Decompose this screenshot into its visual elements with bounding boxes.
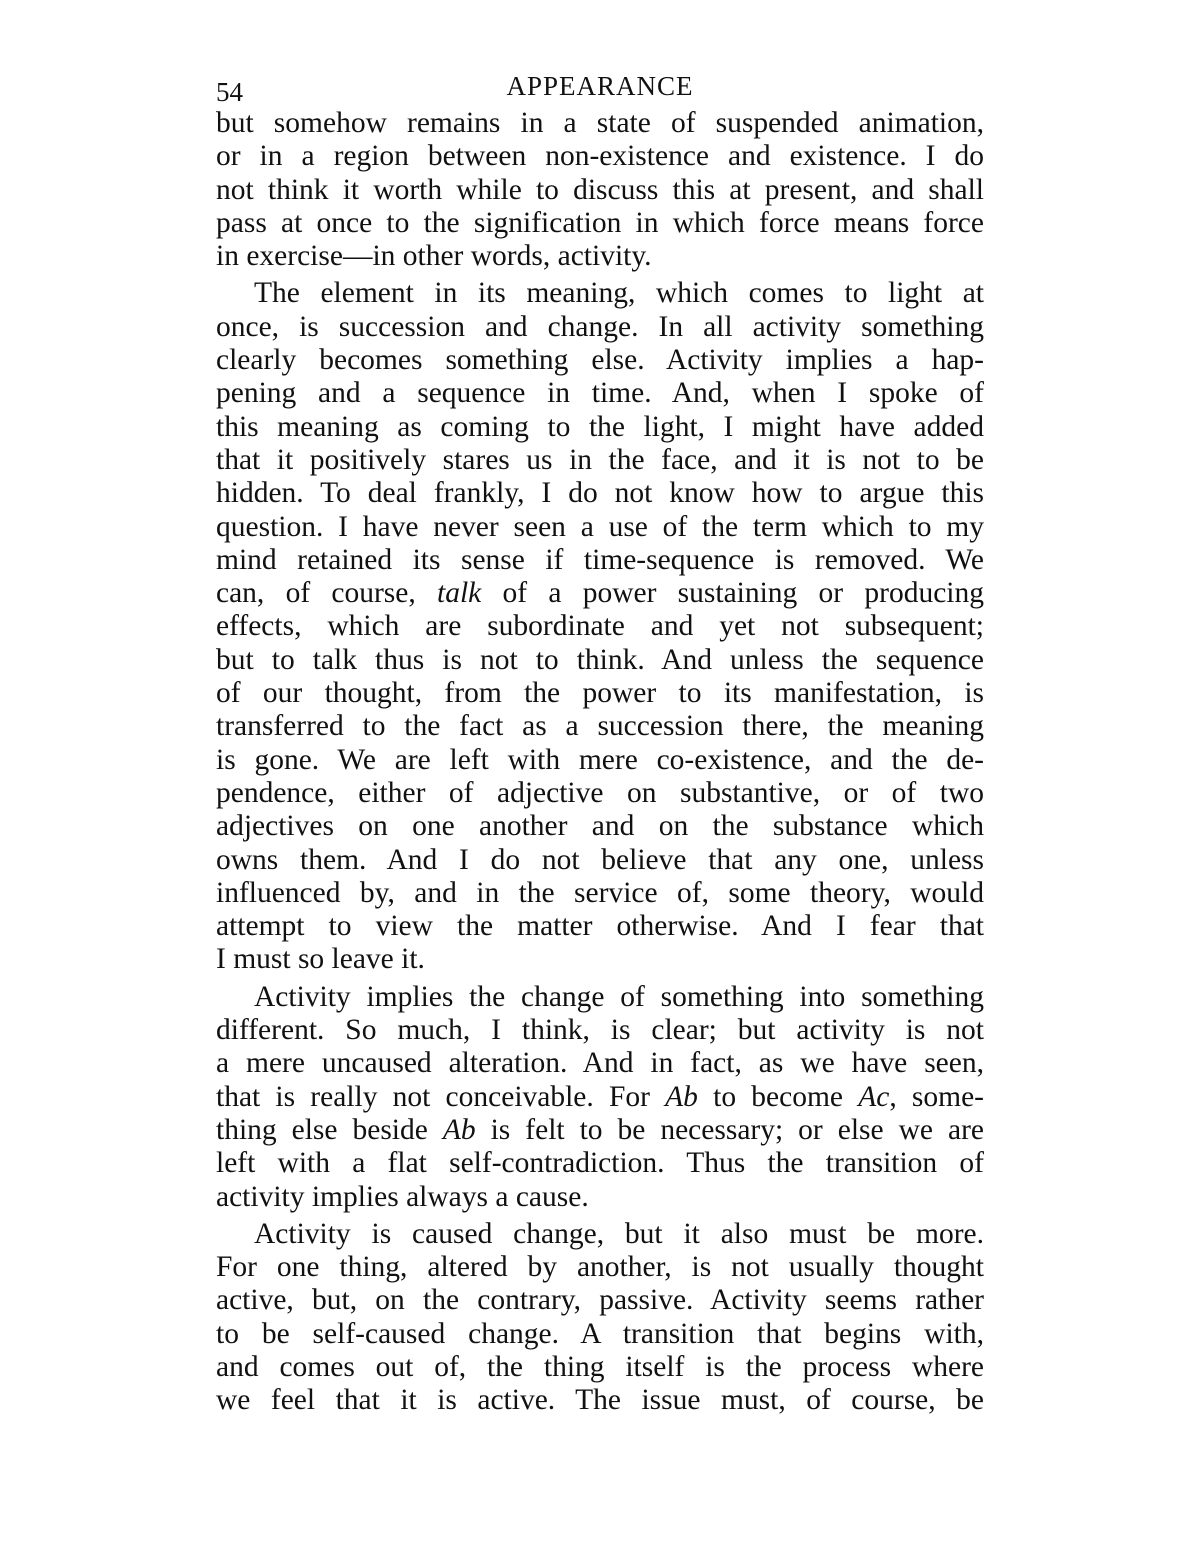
body-text [216, 107, 984, 1418]
text-line: is gone. We are left with mere co-existence, and the de- [216, 743, 984, 776]
text-line: not think it worth while to discuss this at present, and shall [216, 173, 984, 206]
text-line: hidden. To deal frankly, I do not know how to argue this [216, 477, 984, 510]
text-line: different. So much, I think, is clear; but activity is not [216, 1014, 984, 1047]
italic-word: Ac [858, 1080, 890, 1113]
text-line: or in a region between non-existence and existence. I do [216, 140, 984, 173]
text-line: owns them. And I do not believe that any one, unless [216, 843, 984, 876]
text-line: a mere uncaused alteration. And in fact, as we have seen, [216, 1047, 984, 1080]
text-line: Activity is caused change, but it also must be more. [254, 1217, 984, 1250]
text-line: transferred to the fact as a succession there, the meaning [216, 710, 984, 743]
text-line: but to talk thus is not to think. And unless the sequence [216, 643, 984, 676]
text-line: adjectives on one another and on the substance which [216, 810, 984, 843]
text-line [216, 577, 984, 610]
text-line: pass at once to the signification in which force means force [216, 206, 984, 239]
italic-word: Ab [442, 1113, 476, 1146]
italic-word: Ab [665, 1080, 698, 1113]
page-number: 54 [216, 77, 243, 107]
line-text: to become [697, 1080, 859, 1113]
text-line: of our thought, from the power to its manifestation, is [216, 677, 984, 710]
text-line: this meaning as coming to the light, I might have added [216, 410, 984, 443]
italic-word: talk [437, 577, 482, 610]
text-line: The element in its meaning, which comes to light at [254, 277, 984, 310]
text-line: that it positively stares us in the face, and it is not to be [216, 443, 984, 476]
text-line: mind retained its sense if time-sequence is removed. We [216, 543, 984, 576]
line-text: can, of course, [216, 577, 438, 610]
text-line: in exercise—in other words, activity. [216, 240, 652, 273]
text-line: but somehow remains in a state of suspended animation, [216, 107, 984, 139]
text-line: to be self-caused change. A transition that begins with, [216, 1317, 984, 1350]
text-line: pendence, either of adjective on substantive, or of two [216, 776, 984, 809]
text-line: attempt to view the matter otherwise. And I fear that [216, 910, 984, 943]
running-head [216, 66, 984, 106]
text-line: and comes out of, the thing itself is the process where [216, 1350, 984, 1383]
text-line: clearly becomes something else. Activity implies a hap- [216, 344, 984, 377]
text-line: I must so leave it. [216, 943, 425, 976]
text-line [216, 1081, 984, 1114]
text-line: activity implies always a cause. [216, 1180, 589, 1213]
text-line: Activity implies the change of something into something [254, 980, 984, 1013]
text-line: left with a flat self-contradiction. Thus the transition of [216, 1147, 984, 1180]
text-line [216, 1114, 984, 1147]
line-text: that is really not conceivable. For [216, 1080, 666, 1113]
text-line: influenced by, and in the service of, some theory, would [216, 876, 984, 909]
line-text: of a power sustaining or producing [481, 577, 984, 610]
text-line: pening and a sequence in time. And, when I spoke of [216, 377, 984, 410]
text-line: For one thing, altered by another, is not usually thought [216, 1251, 984, 1284]
text-line: question. I have never seen a use of the term which to my [216, 510, 984, 543]
line-text: , some- [889, 1080, 984, 1113]
line-text: is felt to be necessary; or else we are [475, 1113, 984, 1146]
text-line: effects, which are subordinate and yet not subsequent; [216, 610, 984, 643]
text-line: once, is succession and change. In all activity something [216, 310, 984, 343]
running-title: APPEARANCE [506, 71, 694, 101]
text-line: we feel that it is active. The issue must, of course, be [216, 1384, 984, 1417]
text-line: active, but, on the contrary, passive. Activity seems rather [216, 1284, 984, 1317]
line-text: thing else beside [216, 1113, 443, 1146]
